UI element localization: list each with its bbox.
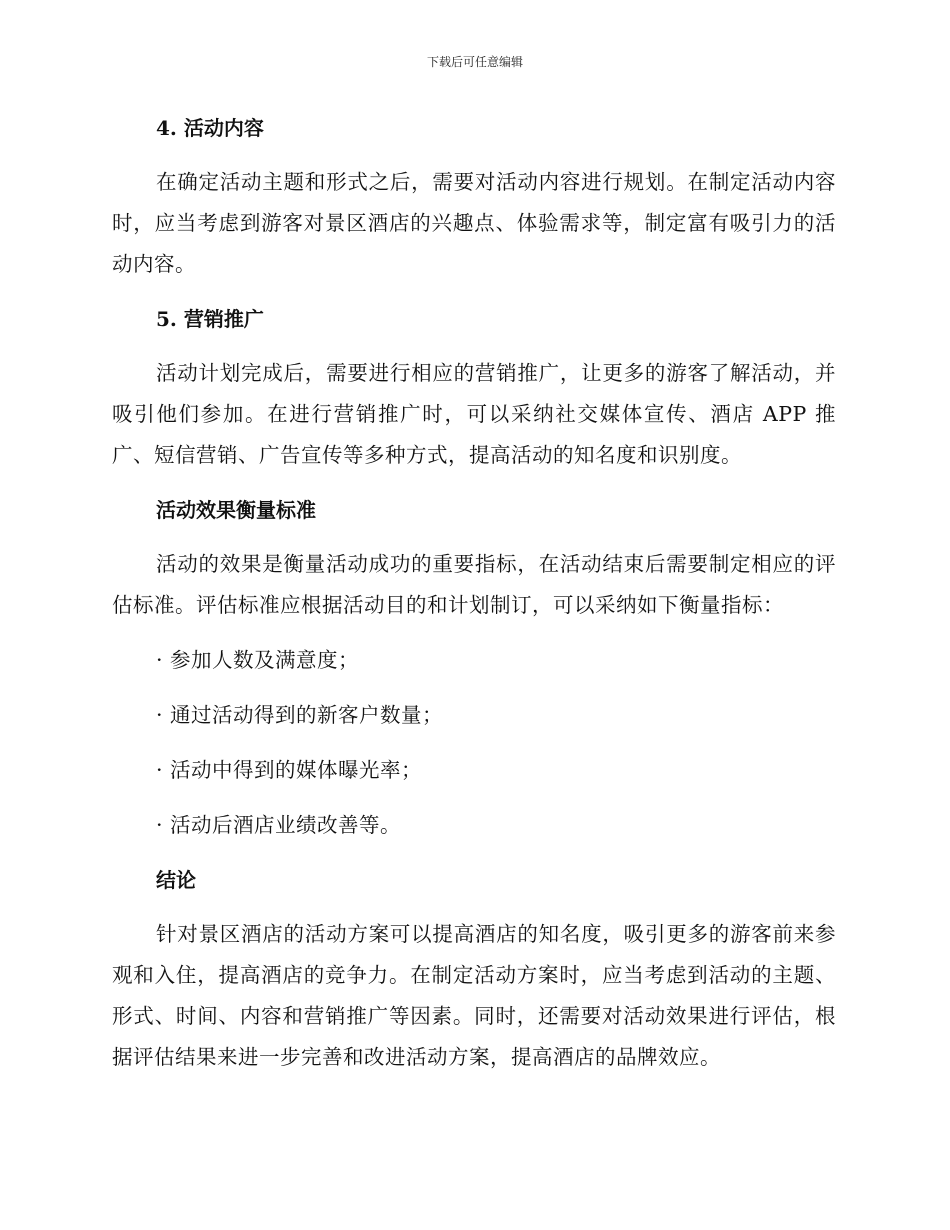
section-heading-activity-content: 4. 活动内容 [156,116,264,140]
paragraph-marketing: 活动计划完成后，需要进行相应的营销推广，让更多的游客了解活动，并吸引他们参加。在进行营销推广时，可以采纳社交媒体宣传、酒店 APP 推广、短信营销、广告宣传等多种方式，提高活动的知名度和识别度。 [112,361,836,467]
section-heading-conclusion: 结论 [156,868,196,892]
list-item: · 活动中得到的媒体曝光率； [156,758,423,782]
page-header: 下载后可任意编辑 [426,55,523,69]
list-item: · 活动后酒店业绩改善等。 [156,813,402,837]
section-heading-evaluation: 活动效果衡量标准 [156,498,316,522]
document-body [112,108,836,1078]
list-item: · 参加人数及满意度； [156,648,360,672]
section-heading-marketing: 5. 营销推广 [156,307,264,331]
paragraph-evaluation: 活动的效果是衡量活动成功的重要指标，在活动结束后需要制定相应的评估标准。评估标准应根据活动目的和计划制订，可以采纳如下衡量指标： [112,552,836,617]
paragraph-conclusion: 针对景区酒店的活动方案可以提高酒店的知名度，吸引更多的游客前来参观和入住，提高酒店的竞争力。在制定活动方案时，应当考虑到活动的主题、形式、时间、内容和营销推广等因素。同时，还需要对活动效果进行评估，根据评估结果来进一步完善和改进活动方案，提高酒店的品牌效应。 [112,922,836,1069]
list-item: · 通过活动得到的新客户数量； [156,703,444,727]
paragraph-activity-content: 在确定活动主题和形式之后，需要对活动内容进行规划。在制定活动内容时，应当考虑到游客对景区酒店的兴趣点、体验需求等，制定富有吸引力的活动内容。 [112,170,836,276]
